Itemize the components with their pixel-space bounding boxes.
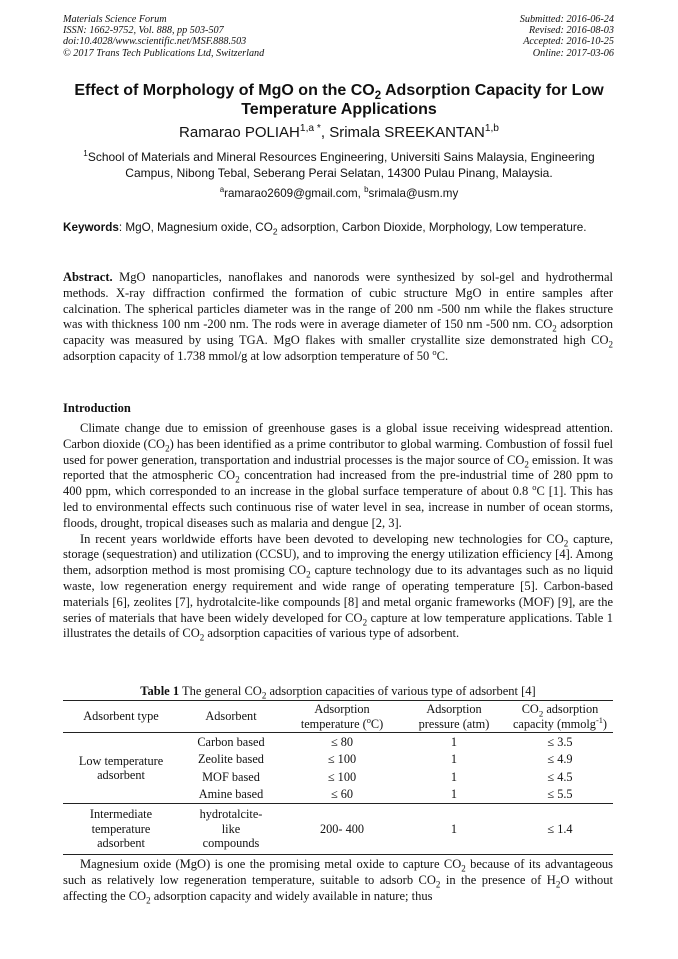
table-cell: Zeolite based — [198, 752, 264, 766]
journal-issn: ISSN: 1662-9752, Vol. 888, pp 503-507 — [63, 25, 224, 37]
table-cell: 1 — [450, 752, 458, 766]
paragraph: In recent years worldwide efforts have been devoted to developing new technologies for $CO_2$ capture, storage (sequestration) and utilization (CCSU), and to improving the energy utilization efficiency [4]. Among them, adsorption method is most promising $CO_2$ capture technology due to its advantages such as no liquid waste, low regeneration energy requirement and wide range of operating temperature [5]. Carbon-based materials [6], zeolites [7], hydrotalcite-like compounds [8] and metal organic frameworks (MOF) [9], are the series of materials that have been widely developed for $CO_2$ capture at low temperature applications. Table 1 illustrates the details of $CO_2$ adsorption capacities of various type of adsorbent. — [63, 531, 614, 643]
section-heading-introduction: Introduction — [63, 401, 131, 415]
abstract: Abstract. MgO nanoparticles, nanoflakes and nanorods were synthesized by sol-gel and hydrothermal methods. X-ray diffraction confirmed the formation of cubic structure MgO in entire samples after calcination. The spherical particles diameter was in the range of 200 nm -500 nm while the flakes structure was with thickness 100 nm -200 nm. The rods were in average diameter of 150 nm -500 nm. $CO_2$ adsorption capacity was measured by using TGA. MgO flakes with smaller crystallite size demonstrated high $CO_2$ adsorption capacity of 1.738 mmol/g at low adsorption temperature of 50 $^o$C. — [63, 270, 613, 363]
mgo-paragraph — [63, 857, 613, 904]
introduction-body — [63, 421, 613, 642]
table-cell: 200- 400 — [283, 804, 401, 855]
col-header: Adsorbent type — [63, 701, 179, 733]
table-cell: ≤ 4.5 — [547, 769, 573, 784]
affiliation: $^1$School of Materials and Mineral Resources Engineering, Universiti Sains Malaysia, Engineering Campus, Nibong Tebal, Seberang Perai Selatan, 14300 Pulau Pinang, Malaysia. — [83, 149, 595, 180]
table-cell: ≤ 100 — [327, 769, 357, 784]
table-cell: MOF based — [202, 769, 260, 784]
table-cell: ≤ 100 — [327, 752, 357, 766]
author-emails: $^a$ramarao2609@gmail.com, $^b$srimala@usm.my — [219, 185, 459, 200]
journal-doi: doi:10.4028/www.scientific.net/MSF.888.503 — [63, 36, 247, 48]
date-accepted: Accepted: 2016-10-25 — [523, 36, 614, 48]
table-cell: 1 — [450, 769, 458, 784]
author-name: Srimala SREEKANTAN — [329, 124, 485, 141]
table-cell: ≤ 80 — [330, 734, 354, 749]
publication-dates — [520, 14, 614, 59]
table-cell: Amine based — [179, 786, 283, 804]
adsorbent-table — [63, 700, 613, 855]
date-online: Online: 2017-03-06 — [532, 47, 614, 59]
table-caption: Table 1 The general $CO_2$ adsorption capacities of various type of adsorbent [4] — [140, 684, 536, 701]
paragraph: Magnesium oxide (MgO) is one the promising metal oxide to capture $CO_2$ because of its advantageous such as relatively low regeneration temperature, suitable to adsorb $CO_2$ in the presence of $H_2O$ without affecting the $CO_2$ adsorption capacity and widely available in nature; thus — [63, 857, 614, 906]
table-cell: hydrotalcite-like compounds — [179, 804, 283, 855]
journal-copyright: © 2017 Trans Tech Publications Ltd, Switzerland — [63, 47, 265, 59]
col-header: Adsorbent — [179, 701, 283, 733]
table-cell: ≤ 1.4 — [507, 804, 613, 855]
journal-name: Materials Science Forum — [63, 14, 167, 25]
table-cell: 1 — [450, 734, 458, 749]
abstract-label: Abstract. — [63, 270, 113, 284]
table-cell: ≤ 4.9 — [547, 752, 573, 766]
table-row — [63, 733, 613, 751]
date-submitted: Submitted: 2016-06-24 — [519, 14, 614, 25]
date-revised: Revised: 2016-08-03 — [528, 25, 614, 37]
table-header-row — [63, 701, 613, 733]
col-header: Adsorption pressure (atm) — [401, 701, 507, 733]
table-cell: ≤ 3.5 — [547, 734, 573, 749]
row-group-label: Low temperature adsorbent — [63, 733, 179, 804]
table-cell: 1 — [401, 786, 507, 804]
author-name: Ramarao POLIAH — [179, 124, 300, 141]
paper-title: Effect of Morphology of MgO on the $CO_2$ Adsorption Capacity for Low Temperature Applications — [74, 82, 604, 118]
table-cell: ≤ 5.5 — [507, 786, 613, 804]
paragraph: Climate change due to emission of greenhouse gases is a global issue receiving widespread attention. Carbon dioxide $(CO_2)$ has been identified as a prime contributor to global warming. Combustion of fossil fuel used for power generation, transportation and industrial processes is the major source of $CO_2$ emission. It was reported that the atmospheric $CO_2$ concentration had increased from the pre-industrial time of 280 ppm to 400 ppm, which corresponded to an increase in the global surface temperature of about 0.8 $^o$C [1]. This has led to environmental effects such continuous rise of water level in sea, increase in number of ocean storms, floods, drought, tropical diseases such as malaria and dengue [2, 3]. — [63, 421, 613, 530]
table-cell: ≤ 60 — [283, 786, 401, 804]
row-group-label: Intermediate temperature adsorbent — [63, 804, 179, 855]
journal-info — [63, 14, 264, 59]
author-list: Ramarao $POLIAH^{1,a *}$, Srimala SREEKANTAN$^{1,b}$ — [179, 123, 499, 141]
table-cell: Carbon based — [197, 734, 265, 749]
keywords: Keywords: MgO, Magnesium oxide, $CO_2$ adsorption, Carbon Dioxide, Morphology, Low temperature. — [63, 221, 587, 237]
table-cell: 1 — [401, 804, 507, 855]
table-row — [63, 804, 613, 855]
keywords-label: Keywords — [63, 221, 119, 234]
col-header: Adsorption temperature ($^o$C) — [283, 701, 401, 733]
col-header: $CO_2$ adsorption capacity (mmolg$^{-1}$) — [507, 701, 613, 733]
